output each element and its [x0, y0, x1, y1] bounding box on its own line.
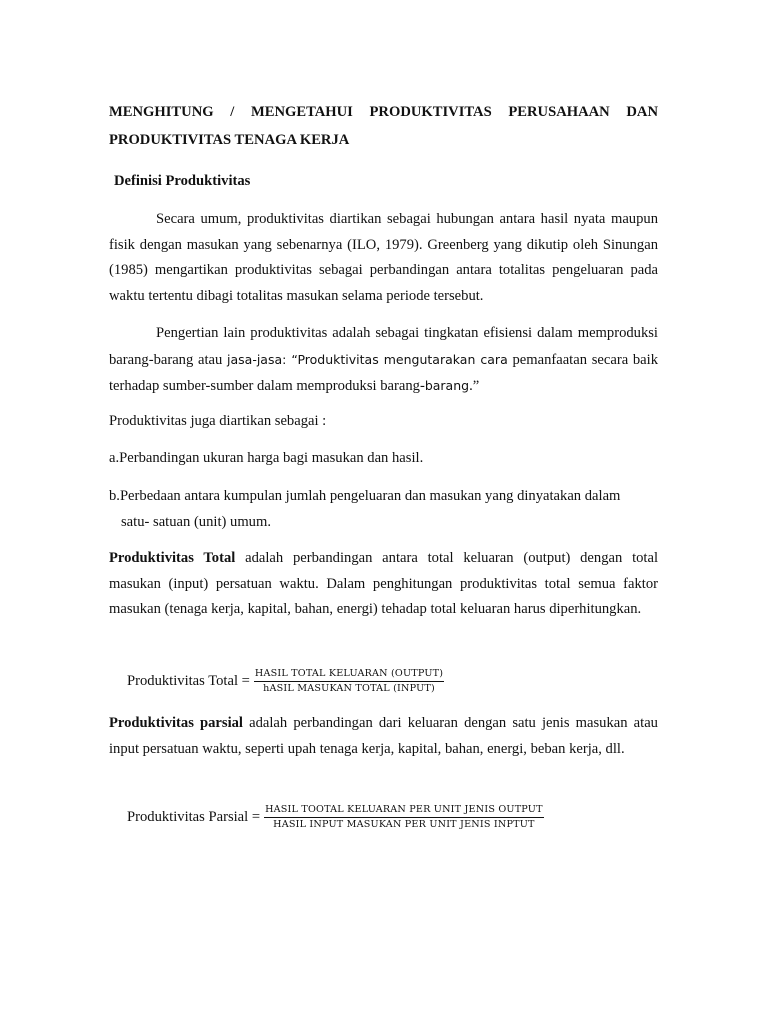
list-item-b — [109, 484, 658, 535]
paragraph-total-productivity — [109, 546, 658, 623]
paragraph-other-definition — [109, 321, 658, 400]
formula-partial-numerator: HASIL TOOTAL KELUARAN PER UNIT JENIS OUTPUT — [264, 804, 544, 818]
total-definition-text: adalah perbandingan antara total keluaran (output) dengan total masukan (input) persatuan waktu. Dalam penghitungan produktivitas total semua faktor masukan (tenaga kerja, kapital, bahan, energi) tehadap total keluaran harus diperhitungkan. — [109, 550, 659, 617]
formula-partial-denominator: HASIL INPUT MASUKAN PER UNIT JENIS INPTUT — [273, 819, 535, 830]
para2-middle: pemanfaatan secara baik terhadap sumber-sumber dalam memproduksi barang- — [109, 351, 659, 394]
formula-partial-fraction — [264, 804, 544, 831]
document-title — [109, 98, 658, 154]
formula-total-numerator: HASIL TOTAL KELUARAN (OUTPUT) — [254, 668, 444, 682]
list-item-b-line-2: satu- satuan (unit) umum. — [121, 513, 271, 530]
formula-total-label: Produktivitas Total = — [127, 673, 250, 689]
section-heading: Definisi Produktivitas — [114, 173, 251, 189]
para2-quote-word: barang — [424, 378, 470, 393]
paragraph-also-defined: Produktivitas juga diartikan sebagai : — [109, 413, 327, 429]
title-line-2: PRODUKTIVITAS TENAGA KERJA — [109, 132, 350, 148]
term-productivity-partial: Produktivitas parsial — [109, 715, 243, 731]
paragraph-definition: Secara umum, produktivitas diartikan sebagai hubungan antara hasil nyata maupun fisik dengan masukan yang sebenarnya (ILO, 1979). Greenberg yang dikutip oleh Sinungan (1985) mengartikan produktivitas sebagai perbandingan antara totalitas pengeluaran pada waktu tertentu dibagi totalitas masukan selama periode tersebut. — [109, 211, 658, 304]
formula-partial-label: Produktivitas Parsial = — [127, 809, 261, 825]
formula-total-fraction — [254, 668, 444, 695]
list-item-b-line-1: b.Perbedaan antara kumpulan jumlah pengeluaran dan masukan yang dinyatakan dalam — [109, 488, 621, 504]
term-productivity-total: Produktivitas Total — [109, 550, 236, 566]
para2-start: Pengertian lain produktivitas adalah sebagai tingkatan efisiensi dalam memproduksi barang-barang atau — [109, 325, 658, 368]
partial-definition-text: adalah perbandingan dari keluaran dengan satu jenis masukan atau input persatuan waktu, seperti upah tenaga kerja, kapital, bahan, energi, beban kerja, dll. — [109, 715, 658, 757]
formula-total-denominator: hASIL MASUKAN TOTAL (INPUT) — [263, 683, 435, 694]
para2-end: .” — [469, 378, 480, 394]
paragraph-partial-productivity — [109, 711, 658, 762]
title-line-1: MENGHITUNG / MENGETAHUI PRODUKTIVITAS PERUSAHAAN DAN — [109, 104, 658, 120]
list-item-a: a.Perbandingan ukuran harga bagi masukan dan hasil. — [109, 450, 424, 466]
formula-total — [127, 668, 444, 695]
formula-partial — [127, 804, 544, 831]
para2-quote-start: jasa-jasa: “Produktivitas mengutarakan cara — [227, 351, 508, 367]
